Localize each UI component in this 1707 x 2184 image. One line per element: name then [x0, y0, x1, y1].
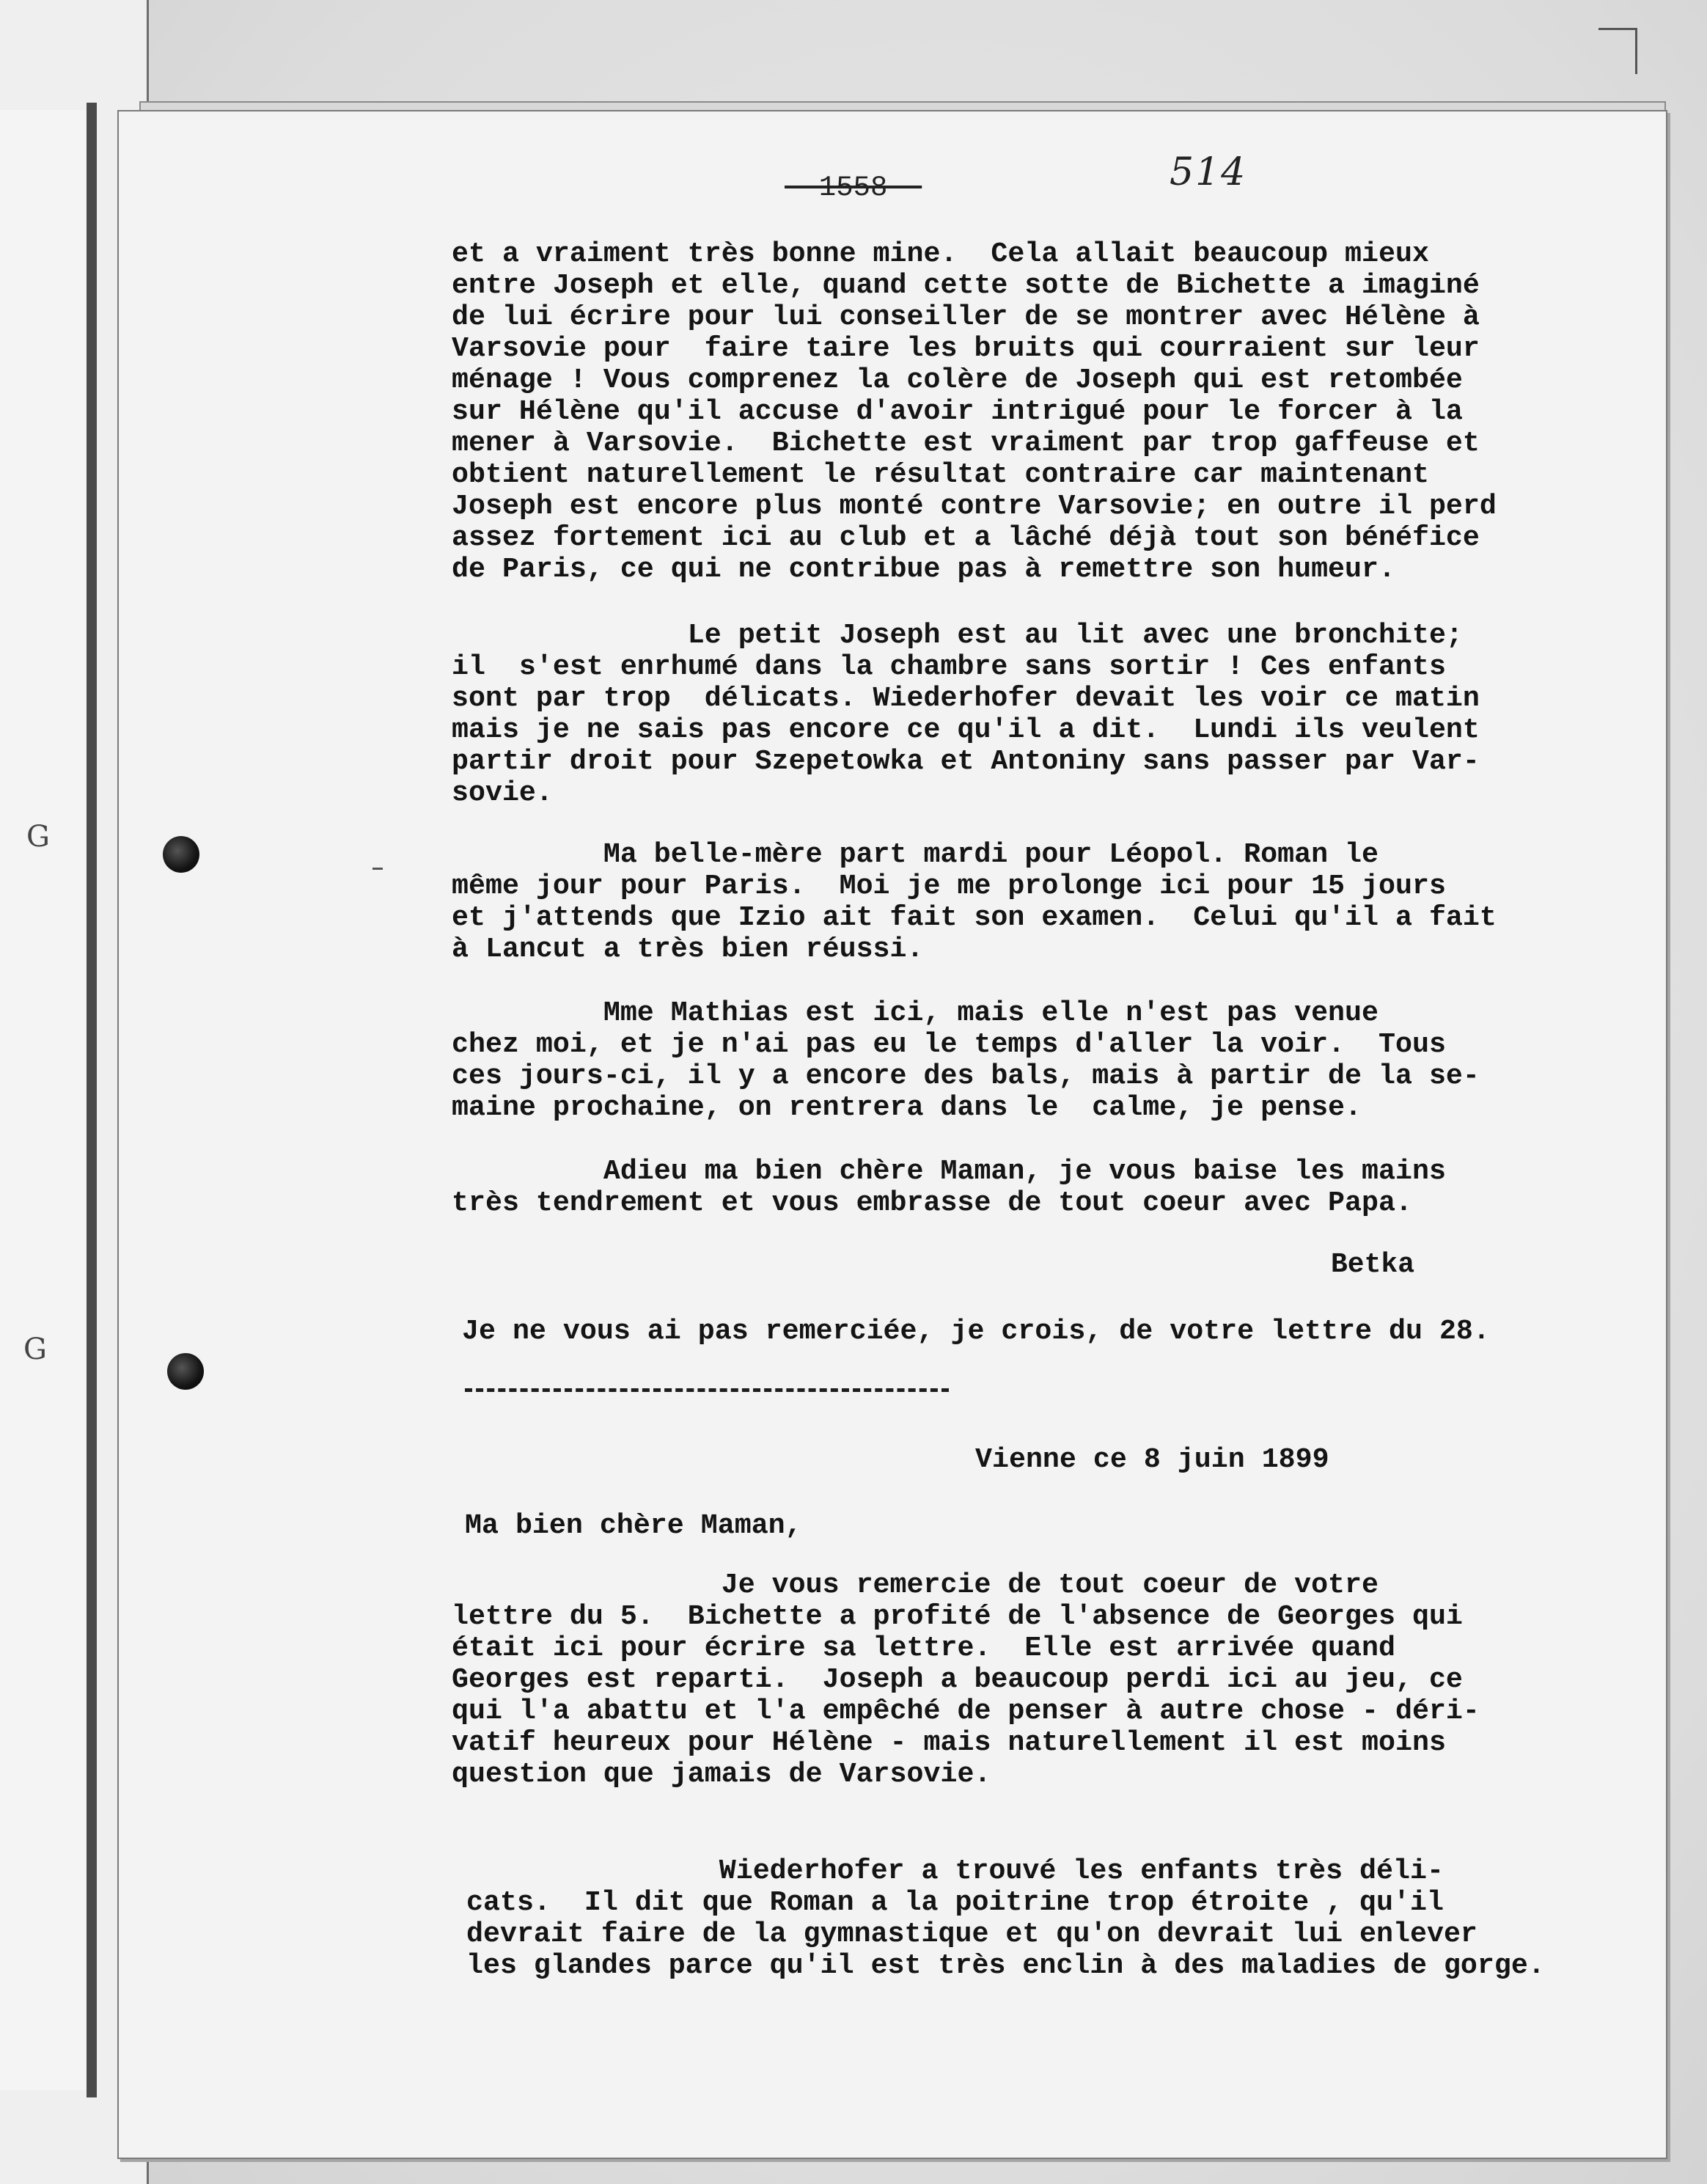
salutation: Ma bien chère Maman,: [465, 1509, 802, 1542]
margin-handwritten-mark: G: [26, 820, 50, 854]
text-line: de lui écrire pour lui conseiller de se montrer avec Hélène à: [452, 301, 1480, 333]
paragraph-1: [452, 238, 1654, 585]
text-line: Mme Mathias est ici, mais elle n'est pas venue: [452, 997, 1379, 1029]
margin-handwritten-mark: G: [23, 1333, 47, 1366]
letter-dateline: Vienne ce 8 juin 1899: [975, 1443, 1329, 1476]
text-line: et j'attends que Izio ait fait son examen. Celui qu'il a fait: [452, 901, 1497, 934]
paragraph-5: [452, 1156, 1654, 1219]
text-line: assez fortement ici au club et a lâché déjà tout son bénéfice: [452, 521, 1480, 554]
text-line: partir droit pour Szepetowka et Antoniny sans passer par Var-: [452, 745, 1480, 777]
text-line: à Lancut a très bien réussi.: [452, 933, 924, 965]
separator-rule: [465, 1388, 949, 1392]
crop-corner-mark: [1598, 28, 1637, 74]
text-line: et a vraiment très bonne mine. Cela allait beaucoup mieux: [452, 238, 1429, 270]
margin-dash: [372, 868, 383, 870]
text-line: était ici pour écrire sa lettre. Elle est arrivée quand: [452, 1632, 1395, 1664]
text-line: même jour pour Paris. Moi je me prolonge ici pour 15 jours: [452, 870, 1446, 902]
text-line: question que jamais de Varsovie.: [452, 1758, 991, 1790]
postscript: Je ne vous ai pas remerciée, je crois, de votre lettre du 28.: [462, 1315, 1490, 1347]
text-line: maine prochaine, on rentrera dans le calme, je pense.: [452, 1091, 1362, 1124]
punch-hole: [167, 1353, 204, 1390]
text-line: lettre du 5. Bichette a profité de l'absence de Georges qui: [452, 1600, 1463, 1632]
binder-strip: [0, 110, 89, 2090]
paragraph-7: [466, 1855, 1669, 1982]
text-line: mener à Varsovie. Bichette est vraiment par trop gaffeuse et: [452, 427, 1480, 459]
text-line: sovie.: [452, 777, 553, 809]
text-line: Adieu ma bien chère Maman, je vous baise les mains: [452, 1155, 1446, 1187]
text-line: mais je ne sais pas encore ce qu'il a dit. Lundi ils veulent: [452, 714, 1480, 746]
text-line: sur Hélène qu'il accuse d'avoir intrigué pour le forcer à la: [452, 395, 1463, 428]
paragraph-3: [452, 839, 1654, 965]
text-line: vatif heureux pour Hélène - mais naturellement il est moins: [452, 1726, 1446, 1759]
text-line: Varsovie pour faire taire les bruits qui courraient sur leur: [452, 332, 1480, 364]
text-line: de Paris, ce qui ne contribue pas à remettre son humeur.: [452, 553, 1395, 585]
signature: Betka: [1331, 1249, 1415, 1280]
text-line: il s'est enrhumé dans la chambre sans sortir ! Ces enfants: [452, 651, 1446, 683]
text-line: devrait faire de la gymnastique et qu'on devrait lui enlever: [466, 1918, 1477, 1950]
text-line: Georges est reparti. Joseph a beaucoup perdi ici au jeu, ce: [452, 1663, 1463, 1696]
binder-spine: [87, 103, 97, 2097]
paragraph-2: [452, 620, 1654, 809]
text-line: chez moi, et je n'ai pas eu le temps d'aller la voir. Tous: [452, 1028, 1446, 1060]
text-line: sont par trop délicats. Wiederhofer devait les voir ce matin: [452, 682, 1480, 714]
page-number-struck: - 1558 -: [785, 172, 922, 204]
handwritten-page-number: 514: [1170, 150, 1247, 194]
paragraph-4: [452, 997, 1654, 1124]
text-line: cats. Il dit que Roman a la poitrine trop étroite , qu'il: [466, 1886, 1444, 1919]
text-line: Je vous remercie de tout coeur de votre: [452, 1569, 1379, 1601]
text-line: entre Joseph et elle, quand cette sotte de Bichette a imaginé: [452, 269, 1480, 301]
text-line: Wiederhofer a trouvé les enfants très déli-: [466, 1855, 1444, 1887]
paragraph-6: [452, 1569, 1654, 1790]
text-line: qui l'a abattu et l'a empêché de penser à autre chose - déri-: [452, 1695, 1480, 1727]
text-line: obtient naturellement le résultat contraire car maintenant: [452, 458, 1429, 491]
text-line: ménage ! Vous comprenez la colère de Joseph qui est retombée: [452, 364, 1463, 396]
text-line: très tendrement et vous embrasse de tout coeur avec Papa.: [452, 1187, 1412, 1219]
text-line: les glandes parce qu'il est très enclin à des maladies de gorge.: [466, 1949, 1545, 1982]
text-line: Joseph est encore plus monté contre Varsovie; en outre il perd: [452, 490, 1497, 522]
text-line: Ma belle-mère part mardi pour Léopol. Roman le: [452, 838, 1379, 871]
punch-hole: [163, 836, 199, 873]
text-line: Le petit Joseph est au lit avec une bronchite;: [452, 619, 1463, 651]
text-line: ces jours-ci, il y a encore des bals, mais à partir de la se-: [452, 1060, 1480, 1092]
